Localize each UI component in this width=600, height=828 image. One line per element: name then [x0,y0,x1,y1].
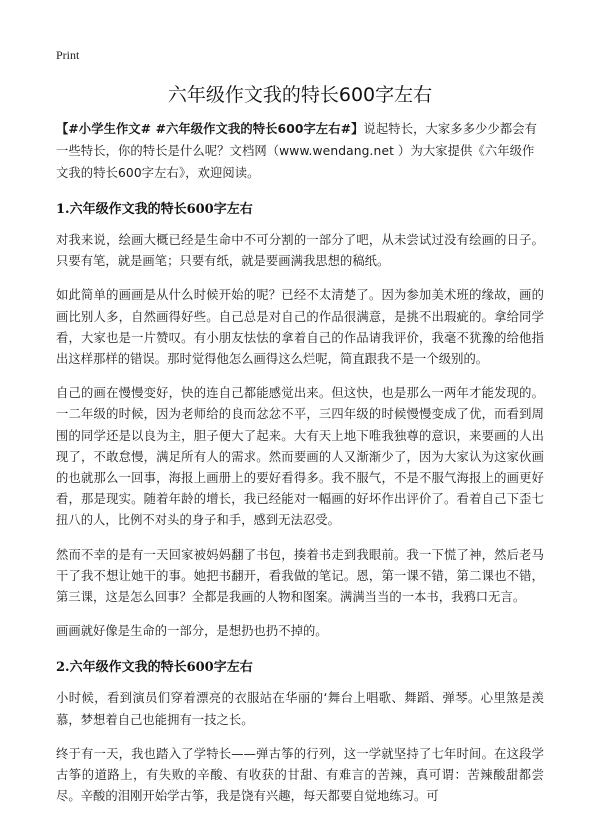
paragraph: 小时候，看到演员们穿着漂亮的衣服站在华丽的‘舞台上唱歌、舞蹈、弹琴。心里煞是羡慕，梦想着自己也能拥有一技之长。 [56,691,544,727]
paragraph: 对我来说，绘画大概已经是生命中不可分割的一部分了吧，从未尝试过没有绘画的日子。只要有笔，就是画笔；只要有纸，就是要画满我思想的稿纸。 [56,233,544,269]
intro-text: 说起特长，大家多多少少都会有一些特长，你的特长是什么呢？文档网（www.wendang.net ）为大家提供《六年级作文我的特长600字左右》，欢迎阅读。 [56,122,538,180]
intro-tags: 【#小学生作文# #六年级作文我的特长600字左右#】 [56,122,364,136]
document-content [56,118,544,820]
section-heading: 1.六年级作文我的特长600字左右 [56,202,253,217]
paragraph: 画画就好像是生命的一部分，是想扔也扔不掉的。 [56,624,328,639]
paragraph: 自己的画在慢慢变好，快的连自己都能感觉出来。但这快，也是那么一两年才能发现的。一二年级的时候，因为老师给的良而忿忿不平，三四年级的时候慢慢变成了优，而看到周围的同学还是以良为主，胆子便大了起来。大有天上地下唯我独尊的意识，来要画的人出现了，不敢怠慢，满足所有人的需求。然而要画的人又渐渐少了，因为大家认为这家伙画的也就那么一回事，海报上画册上的要好看得多。我不服气，不是不服气海报上的画更好看，那是现实。随着年龄的增长，我已经能对一幅画的好坏作出评价了。看着自己下歪七扭八的人，比例不对头的身子和手，感到无法忍受。 [56,386,544,528]
paragraph: 如此简单的画画是从什么时候开始的呢？已经不太清楚了。因为参加美术班的缘故，画的画比别人多，自然画得好些。自己总是对自己的作品很满意，是挑不出瑕疵的。拿给同学看，大家也是一片赞叹。有小朋友怯怯的拿着自己的作品请我评价，我毫不犹豫的给他指出这样那样的错误。那时觉得他怎么画得这么烂呢，简直跟我不是一个级别的。 [56,288,544,367]
page-title: 六年级作文我的特长600字左右 [167,84,433,106]
section-heading: 2.六年级作文我的特长600字左右 [56,660,253,676]
paragraph: 然而不幸的是有一天回家被妈妈翻了书包，揍着书走到我眼前。我一下慌了神，然后老马干了我不想让她干的事。她把书翻开，看我做的笔记。恩，第一课不错，第二课也不错，第三课，这是怎么回事？全都是我画的人物和图案。满满当当的一本书，我鸦口无言。 [56,547,544,605]
paragraph: 终于有一天，我也踏入了学特长——弹古筝的行列，这一学就坚持了七年时间。在这段学古筝的道路上，有失败的辛酸、有收获的甘甜、有难言的苦辣，真可谓：苦辣酸甜都尝尽。辛酸的泪刚开始学古筝，我是饶有兴趣，每天都要自觉地练习。可 [56,746,544,804]
print-label: Print [56,48,80,62]
intro-paragraph [56,118,544,184]
